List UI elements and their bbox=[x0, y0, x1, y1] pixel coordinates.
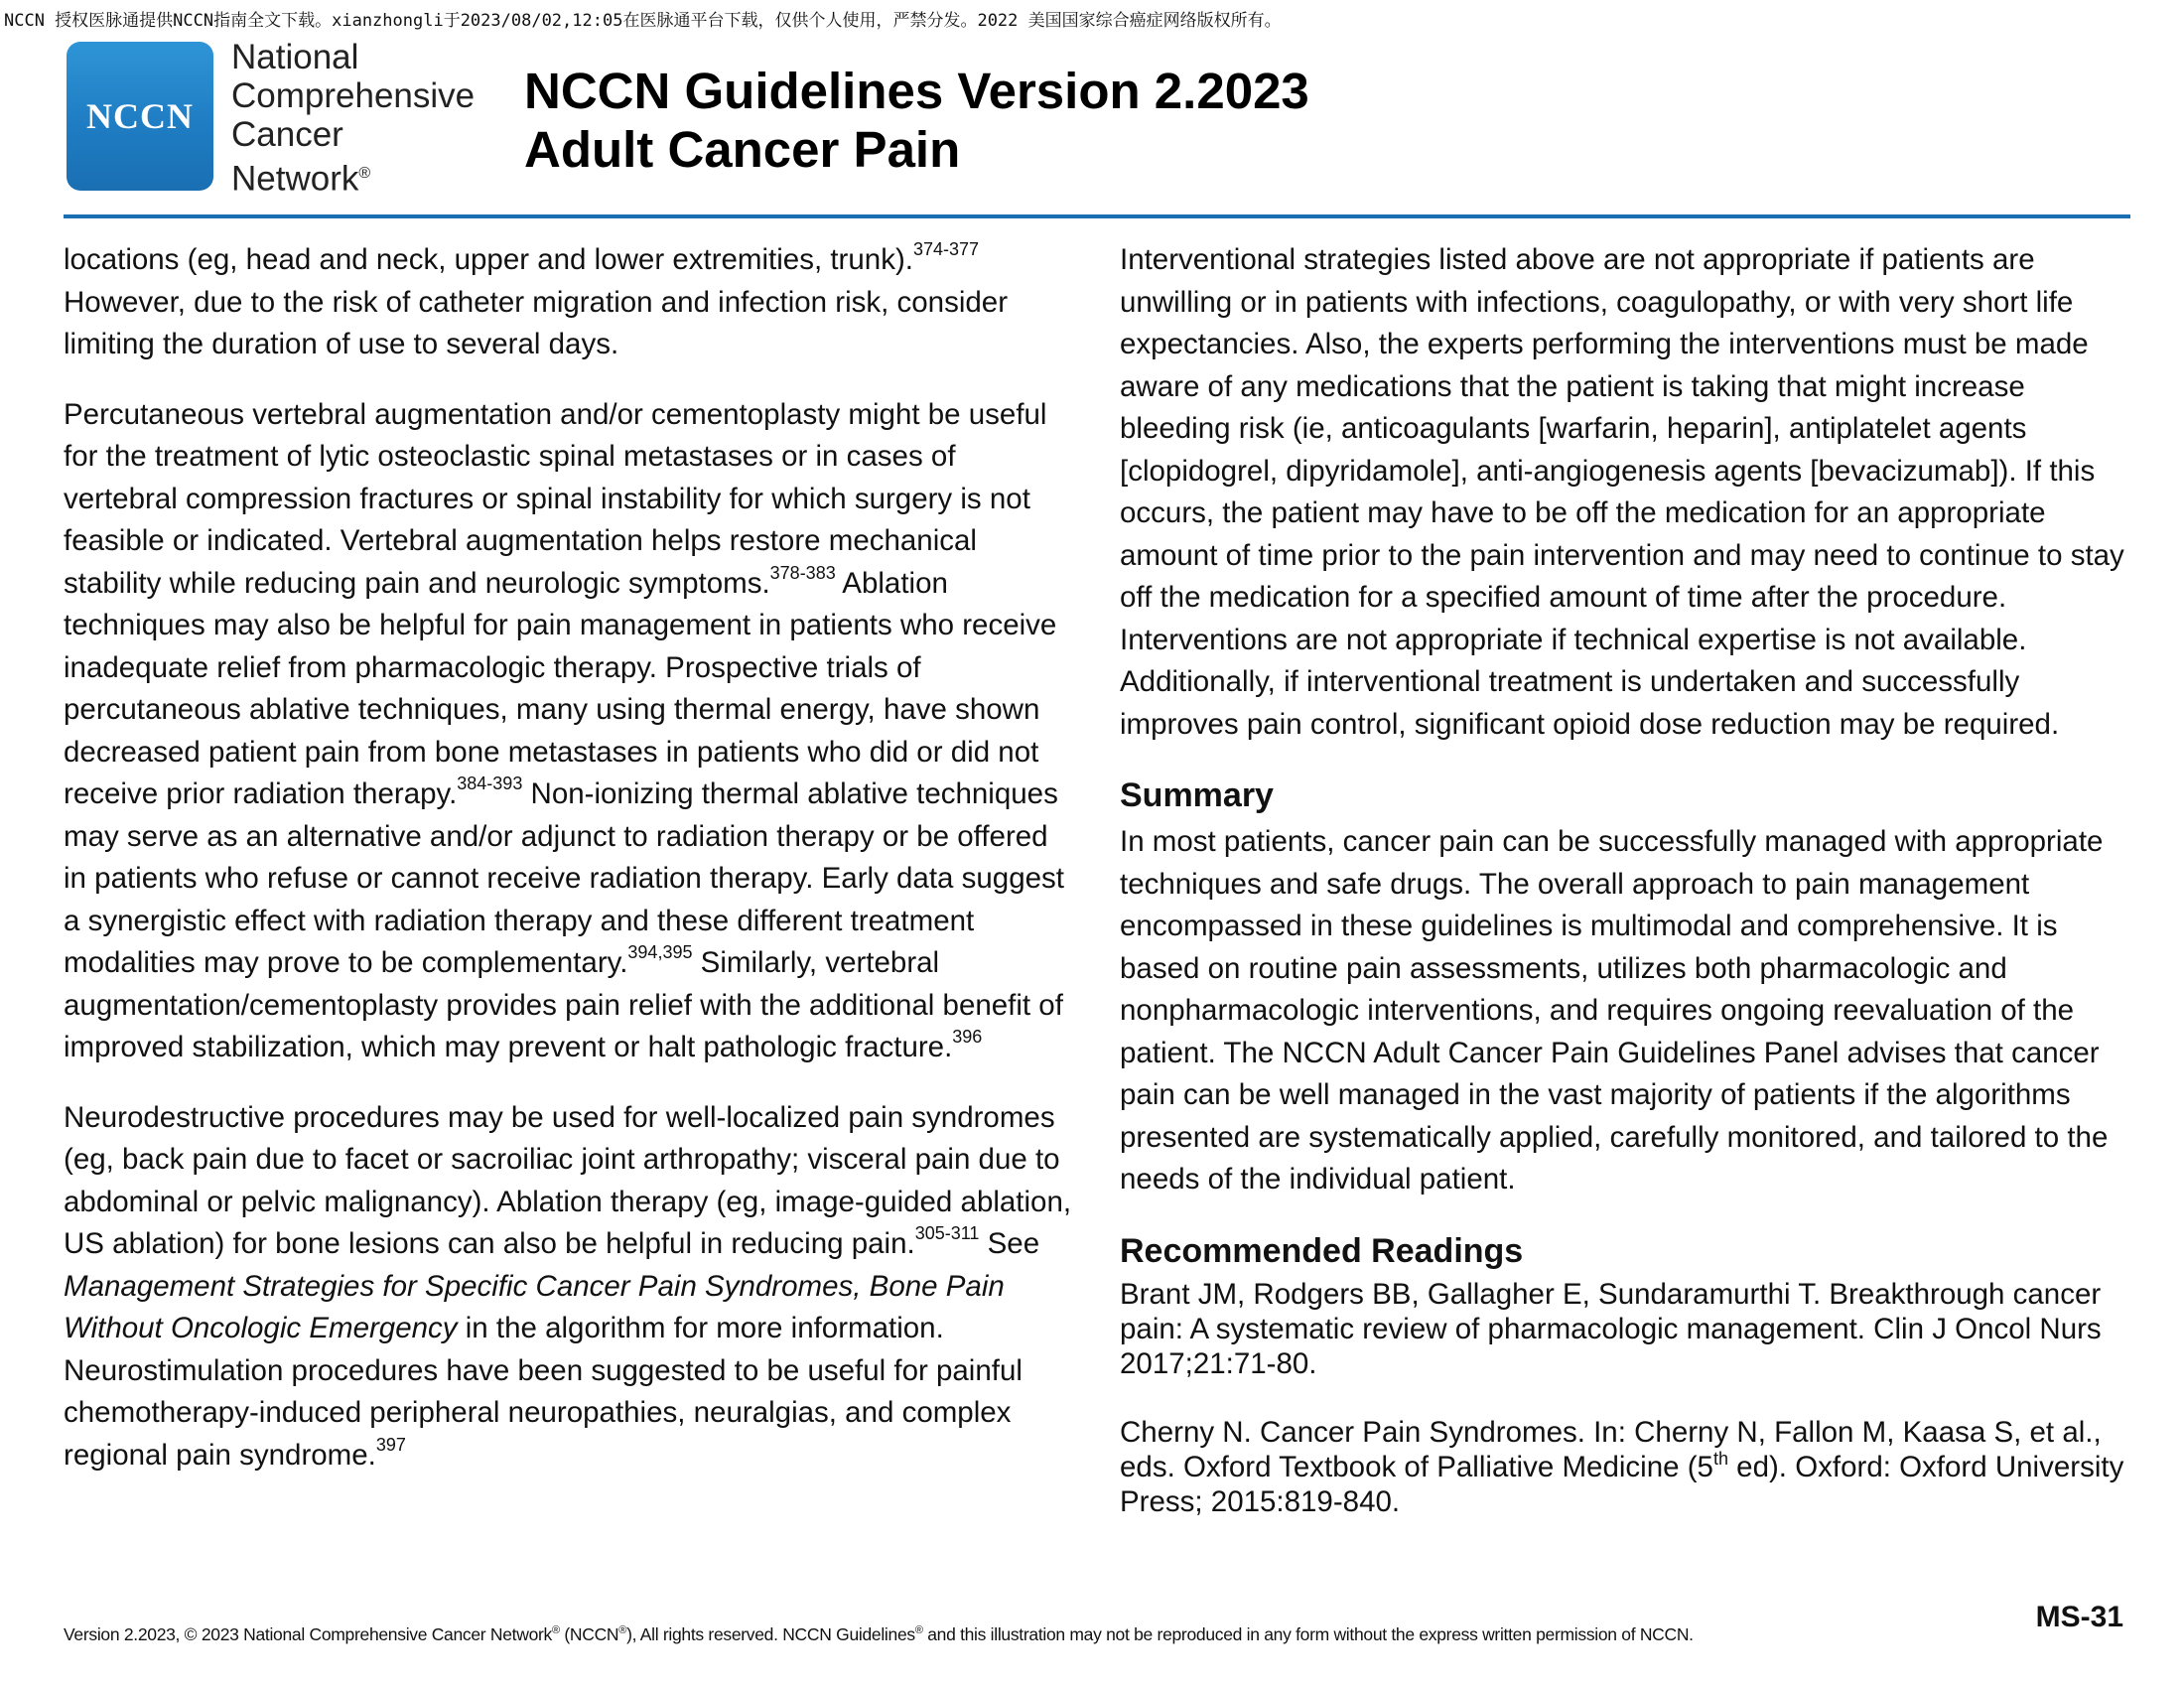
page-title bbox=[524, 62, 1309, 179]
paragraph-neurodestructive bbox=[64, 1097, 1074, 1477]
right-column bbox=[1120, 239, 2130, 1553]
citation: 384-393 bbox=[457, 774, 523, 793]
text-segment: Percutaneous vertebral augmentation and/or cementoplasty might be useful for the treatment of lytic osteoclastic spinal metastases or in cases of vertebral compression fractures or spinal instability for which surgery is not feasible or indicated. Vertebral augmentation helps restore mechanical stability while reducing pain and neurologic symptoms. bbox=[64, 397, 1047, 600]
paragraph-vertebral-augmentation bbox=[64, 394, 1074, 1069]
summary-heading: Summary bbox=[1120, 776, 1274, 814]
text-segment: However, due to the risk of catheter migration and infection risk, consider limiting the duration of use to several days. bbox=[64, 285, 1009, 360]
text-segment: Version 2.2023, © 2023 National Comprehensive Cancer Network bbox=[64, 1624, 552, 1644]
recommended-readings-heading: Recommended Readings bbox=[1120, 1231, 1524, 1270]
nccn-logo bbox=[67, 42, 213, 191]
ordinal-suffix: th bbox=[1712, 1448, 1728, 1469]
registered-mark: ® bbox=[358, 165, 371, 182]
citation: 305-311 bbox=[914, 1223, 980, 1243]
text-segment: Similarly, vertebral augmentation/cementoplasty provides pain relief with the additional benefit of improved stabilization, which may prevent or halt pathologic fracture. bbox=[64, 946, 1063, 1063]
registered-mark: ® bbox=[618, 1624, 627, 1636]
text-segment: Ablation techniques may also be helpful for pain management in patients who receive inadequate relief from pharmacologic therapy. Prospective trials of percutaneous ablative techniques, many using thermal energy, have shown decreased patient pain from bone metastases in patients who did or did not receive prior radiation therapy. bbox=[64, 566, 1057, 810]
header-divider bbox=[64, 214, 2130, 218]
title-line-1: NCCN Guidelines Version 2.2023 bbox=[524, 63, 1309, 119]
reading-reference-1: Brant JM, Rodgers BB, Gallagher E, Sundaramurthi T. Breakthrough cancer pain: A systematic review of pharmacologic management. Clin J Oncol Nurs 2017;21:71-80. bbox=[1120, 1277, 2102, 1380]
text-segment: ed). Oxford: Oxford University Press; 2015:819-840. bbox=[1120, 1450, 2124, 1518]
reading-reference-2 bbox=[1120, 1415, 2130, 1519]
registered-mark: ® bbox=[551, 1624, 560, 1636]
logo-text: NCCN bbox=[86, 96, 194, 136]
citation: 374-377 bbox=[912, 239, 980, 259]
org-line-3: Cancer bbox=[231, 115, 343, 154]
paragraph-summary: In most patients, cancer pain can be successfully managed with appropriate techniques and safe drugs. The overall approach to pain management encompassed in these guidelines is multimodal and comprehensive. It is based on routine pain assessments, utilizes both pharmacologic and nonpharmacologic interventions, and requires ongoing reevaluation of the patient. The NCCN Adult Cancer Pain Guidelines Panel advises that cancer pain can be well managed in the vast majority of patients if the algorithms presented are systematically applied, carefully monitored, and tailored to the needs of the individual patient. bbox=[1120, 825, 2109, 1196]
registered-mark: ® bbox=[914, 1624, 923, 1636]
text-segment: Non-ionizing thermal ablative techniques may serve as an alternative and/or adjunct to radiation therapy or be offered in patients who refuse or cannot receive radiation therapy. Early data suggest a synergistic effect with radiation therapy and these different treatment modalities may prove to be complementary. bbox=[64, 777, 1064, 979]
title-line-2: Adult Cancer Pain bbox=[524, 121, 961, 178]
text-segment: locations (eg, head and neck, upper and lower extremities, trunk). bbox=[64, 243, 913, 276]
text-segment: See bbox=[979, 1227, 1040, 1260]
citation: 396 bbox=[952, 1027, 983, 1047]
organization-name bbox=[231, 38, 475, 199]
text-segment: Cherny N. Cancer Pain Syndromes. In: Cherny N, Fallon M, Kaasa S, et al., eds. Oxford Textbook of Palliative Medicine (5 bbox=[1120, 1415, 2102, 1483]
text-segment: (NCCN bbox=[559, 1624, 619, 1644]
paragraph-catheter bbox=[64, 239, 1074, 366]
citation: 397 bbox=[375, 1434, 406, 1455]
paragraph-interventional: Interventional strategies listed above are not appropriate if patients are unwilling or in patients with infections, coagulopathy, or with very short life expectancies. Also, the experts performing the interventions must be made aware of any medications that the patient is taking that might increase bleeding risk (ie, anticoagulants [warfarin, heparin], antiplatelet agents [clopidogrel, dipyridamole], anti-angiogenesis agents [bevacizumab]). If this occurs, the patient may have to be off the medication for an appropriate amount of time prior to the pain intervention and may need to continue to stay off the medication for a specified amount of time after the procedure. Interventions are not appropriate if technical expertise is not available. Additionally, if interventional treatment is undertaken and successfully improves pain control, significant opioid dose reduction may be required. bbox=[1120, 243, 2124, 741]
copyright-footer bbox=[64, 1624, 1694, 1645]
text-segment: and this illustration may not be reproduced in any form without the express written permission of NCCN. bbox=[922, 1624, 1694, 1644]
citation: 394,395 bbox=[627, 942, 693, 962]
watermark: NCCN 授权医脉通提供NCCN指南全文下载。xianzhongli于2023/08/02,12:05在医脉通平台下载，仅供个人使用，严禁分发。2022 美国国家综合癌症网络版权所有。 bbox=[4, 11, 1282, 31]
org-line-4 bbox=[231, 154, 475, 199]
citation: 378-383 bbox=[769, 562, 836, 583]
left-column bbox=[64, 239, 1074, 1504]
org-line-4-text: Network bbox=[231, 159, 359, 199]
org-line-1: National bbox=[231, 38, 359, 76]
org-line-2: Comprehensive bbox=[231, 76, 476, 115]
text-segment: in the algorithm for more information. Neurostimulation procedures have been suggested to be useful for painful chemotherapy-induced peripheral neuropathies, neuralgias, and complex regional pain syndrome. bbox=[64, 1312, 1023, 1472]
algorithm-reference-link[interactable]: Management Strategies for Specific Cancer Pain Syndromes, Bone Pain Without Oncologic Emergency bbox=[64, 1269, 1005, 1344]
page-number: MS-31 bbox=[2035, 1601, 2123, 1633]
text-segment: ), All rights reserved. NCCN Guidelines bbox=[626, 1624, 915, 1644]
text-segment: Neurodestructive procedures may be used for well-localized pain syndromes (eg, back pain due to facet or sacroiliac joint arthropathy; visceral pain due to abdominal or pelvic malignancy). Ablation therapy (eg, image-guided ablation, US ablation) for bone lesions can also be helpful in reducing pain. bbox=[64, 1100, 1072, 1260]
